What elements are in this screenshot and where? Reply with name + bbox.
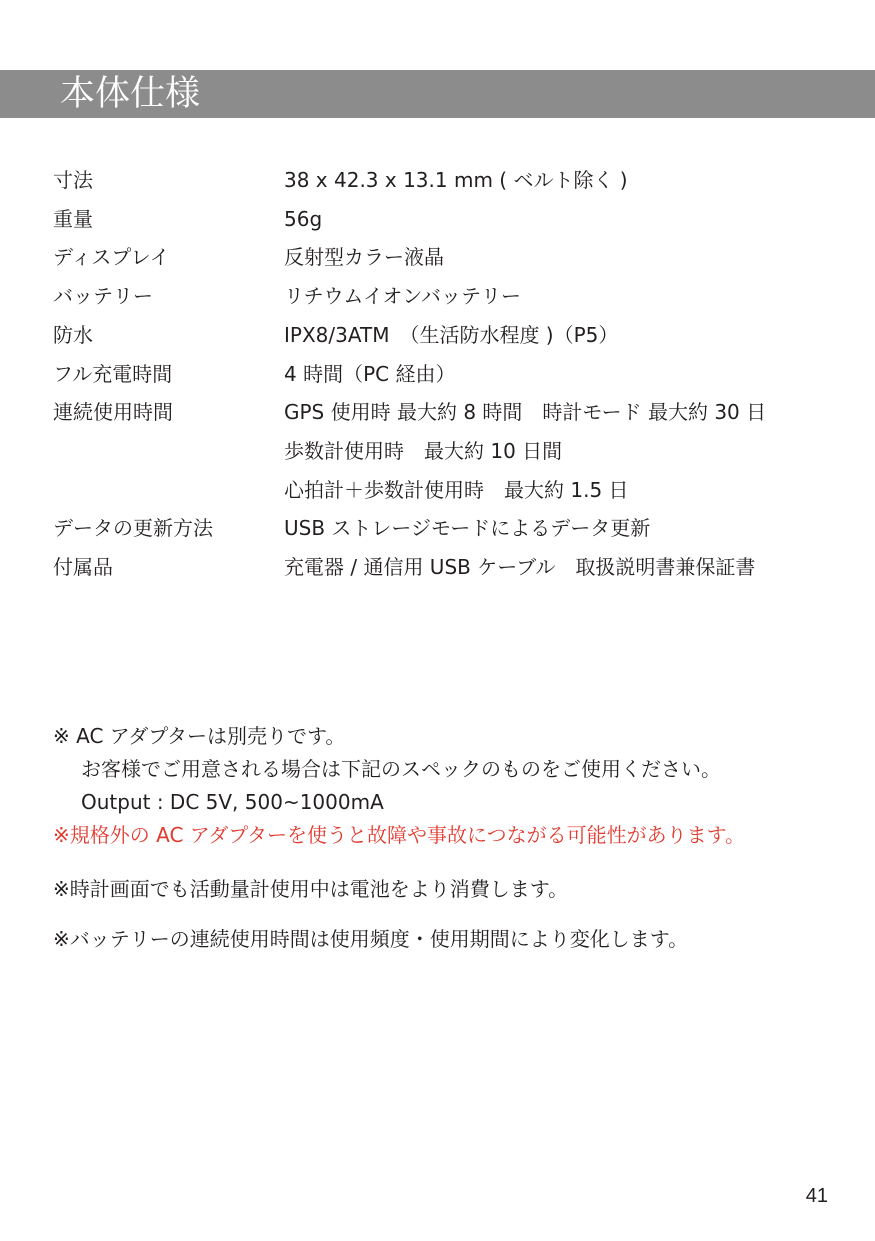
spec-label: 連続使用時間 bbox=[53, 400, 173, 425]
spec-value: リチウムイオンバッテリー bbox=[284, 284, 521, 309]
spec-row-display bbox=[53, 238, 853, 277]
note-adapter-sold-separately: ※ AC アダプターは別売りです。 bbox=[53, 724, 346, 748]
spec-value-list bbox=[284, 238, 444, 277]
spec-value: 充電器 / 通信用 USB ケーブル 取扱説明書兼保証書 bbox=[284, 555, 756, 580]
spec-value: GPS 使用時 最大約 8 時間 時計モード 最大約 30 日 bbox=[284, 400, 767, 425]
spec-label: 寸法 bbox=[53, 168, 93, 192]
spec-row-charge-time bbox=[53, 355, 853, 394]
spec-row-waterproof bbox=[53, 316, 853, 355]
spec-label: バッテリー bbox=[53, 284, 153, 309]
page-number: 41 bbox=[805, 1185, 828, 1207]
spec-value: 歩数計使用時 最大約 10 日間 bbox=[284, 438, 563, 463]
spec-value-list bbox=[284, 161, 628, 200]
spec-row-dimensions bbox=[53, 161, 853, 200]
spec-value: 反射型カラー液晶 bbox=[284, 245, 444, 270]
spec-label: ディスプレイ bbox=[53, 245, 170, 270]
battery-notes bbox=[53, 864, 853, 964]
spec-label: データの更新方法 bbox=[53, 516, 213, 541]
spec-label: 防水 bbox=[53, 322, 93, 347]
spec-value: USB ストレージモードによるデータ更新 bbox=[284, 516, 651, 541]
spec-value-list bbox=[284, 548, 755, 587]
spec-value: 4 時間（PC 経由） bbox=[284, 361, 456, 386]
spec-row-battery bbox=[53, 277, 853, 316]
note-adapter-output: Output : DC 5V, 500~1000mA bbox=[81, 790, 384, 814]
spec-row-accessories bbox=[53, 548, 853, 587]
note-adapter-warning: ※規格外の AC アダプターを使うと故障や事故につながる可能性があります。 bbox=[53, 823, 745, 847]
spec-value-list bbox=[284, 355, 455, 394]
spec-row-continuous-use bbox=[53, 393, 853, 509]
note-battery-consumption: ※時計画面でも活動量計使用中は電池をより消費します。 bbox=[53, 877, 569, 901]
spec-row-data-update bbox=[53, 509, 853, 548]
spec-value-list bbox=[284, 316, 618, 355]
spec-value-list bbox=[284, 509, 650, 548]
adapter-notes bbox=[53, 720, 853, 852]
spec-value: 心拍計＋歩数計使用時 最大約 1.5 日 bbox=[284, 477, 629, 502]
spec-value-list bbox=[284, 277, 521, 316]
spec-value: 56g bbox=[284, 206, 323, 231]
spec-value-list bbox=[284, 393, 766, 509]
page-title: 本体仕様 bbox=[60, 74, 201, 114]
spec-label: 付属品 bbox=[53, 555, 113, 580]
spec-value: 38 x 42.3 x 13.1 mm ( ベルト除く ) bbox=[284, 168, 628, 192]
spec-label: 重量 bbox=[53, 206, 93, 231]
spec-label: フル充電時間 bbox=[53, 361, 173, 386]
note-adapter-spec-intro: お客様でご用意される場合は下記のスペックのものをご使用ください。 bbox=[81, 757, 721, 781]
section-header-bar bbox=[0, 70, 875, 118]
spec-value: IPX8/3ATM （生活防水程度 )（P5） bbox=[284, 322, 619, 347]
note-battery-duration: ※バッテリーの連続使用時間は使用頻度・使用期間により変化します。 bbox=[53, 927, 689, 951]
spec-row-weight bbox=[53, 200, 853, 239]
spec-value-list bbox=[284, 200, 322, 239]
spec-table bbox=[53, 161, 853, 587]
